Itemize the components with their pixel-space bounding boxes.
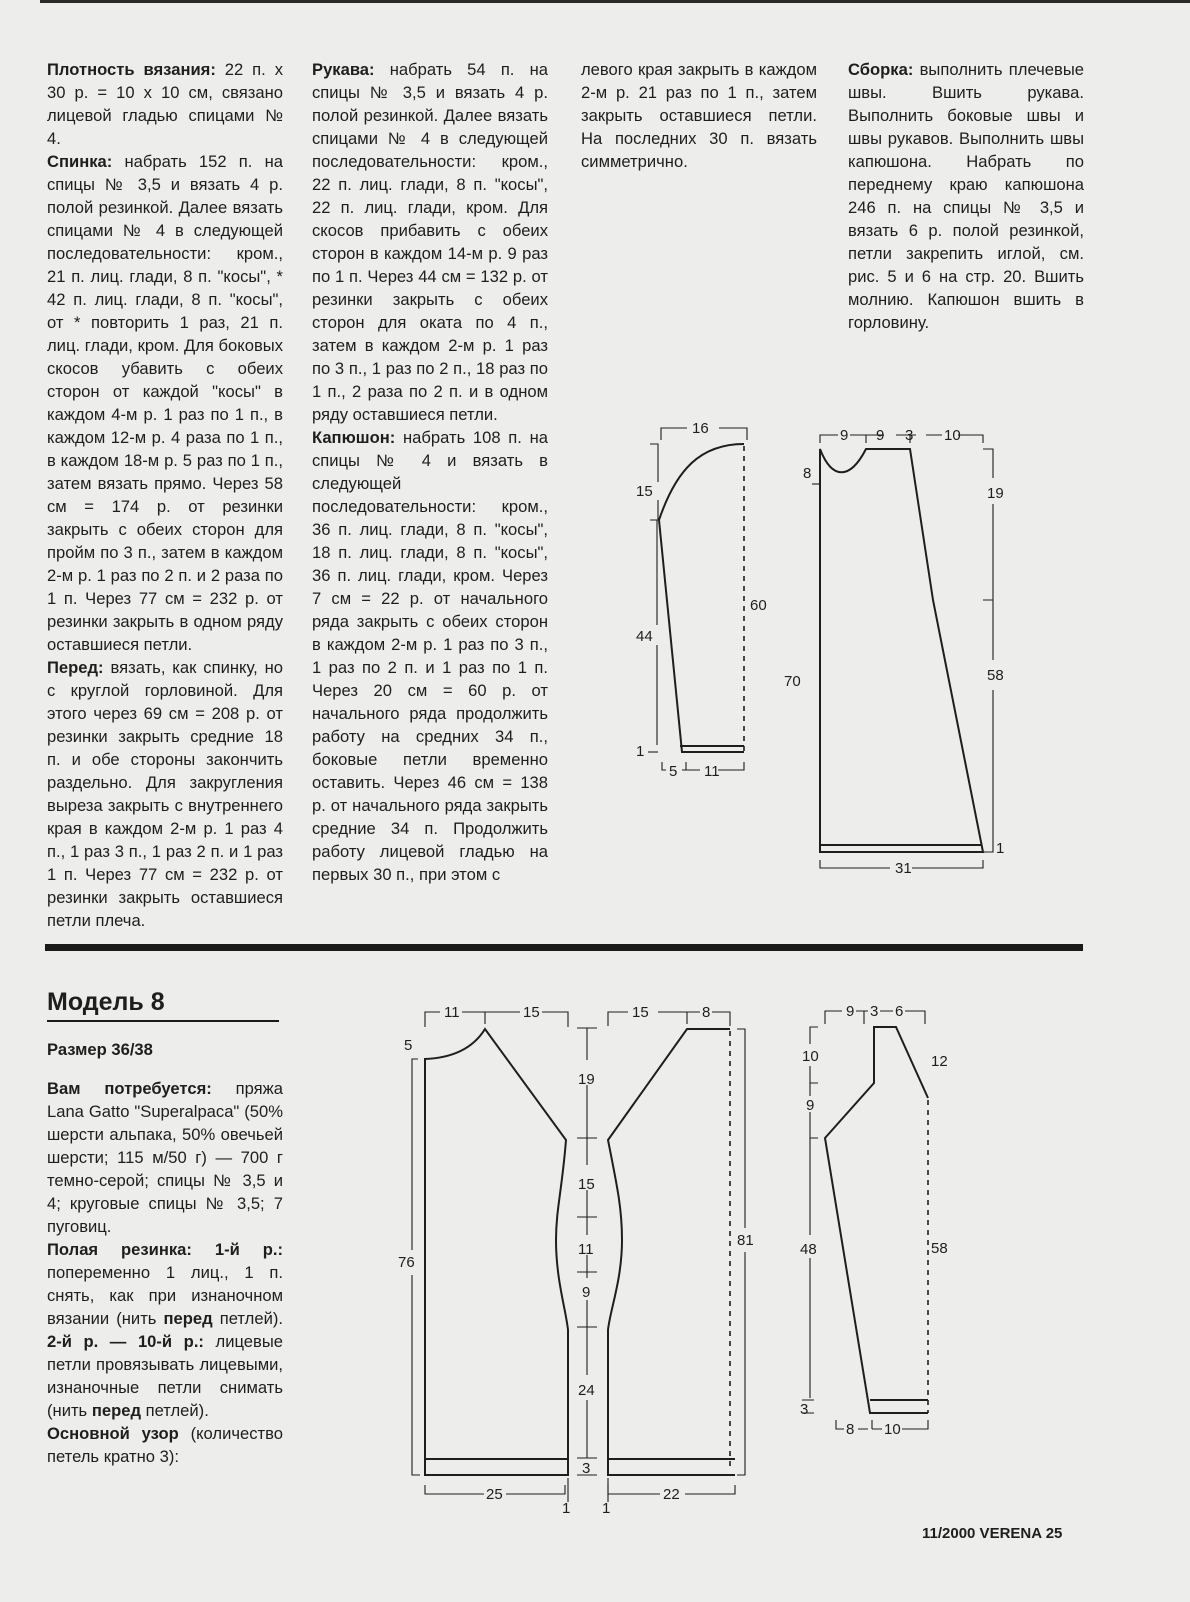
back-outline xyxy=(425,1029,568,1475)
back-bottom-1: 1 xyxy=(562,1500,571,1517)
front-total-height: 81 xyxy=(737,1232,754,1249)
body-width-4: 10 xyxy=(944,427,961,444)
raglan-sleeve-width-3: 6 xyxy=(895,1003,904,1020)
front-outline xyxy=(608,1029,735,1475)
body-neck-depth: 8 xyxy=(803,465,812,482)
raglan-sleeve-width-2: 3 xyxy=(870,1003,879,1020)
paragraph-hood-continued: левого края закрыть в каждом 2-м р. 21 раз по 1 п., затем закрыть оставшиеся петли. На последних 30 п. вязать симметрично. xyxy=(581,60,817,171)
front-bottom-width: 22 xyxy=(663,1486,680,1503)
raglan-sleeve-outline xyxy=(825,1027,928,1413)
front-width-2: 8 xyxy=(702,1004,711,1021)
body-total-height: 70 xyxy=(784,673,801,690)
sleeve-bottom-w2: 11 xyxy=(704,763,720,780)
sleeve-outline xyxy=(659,444,744,752)
front-right-dim xyxy=(737,1029,745,1475)
back-width-1: 11 xyxy=(444,1004,460,1021)
center-height-3: 11 xyxy=(578,1241,594,1258)
back-bottom-width: 25 xyxy=(486,1486,503,1503)
back-width-2: 15 xyxy=(523,1004,540,1021)
body-bottom-width: 31 xyxy=(895,860,912,877)
sleeve-rib-height: 1 xyxy=(636,743,645,760)
body-width-3: 3 xyxy=(905,427,914,444)
center-height-4: 9 xyxy=(582,1284,591,1301)
paragraph-sleeves: Рукава: набрать 54 п. на спицы № 3,5 и вязать 4 р. полой резинкой. Далее вязать спицами № 4 в следующей последовательности: кром., 22 п. лиц. глади, 8 п. "косы", 22 п. лиц. глади, кром. Для скосов прибавить с обеих сторон в каждом 14-м р. 9 раз по 1 п. Через 44 см = 132 р. от резинки закрыть с обеих сторон для оката по 4 п., затем в каждом 2-м р. 1 раз по 3 п., 1 раз по 2 п., 18 раз по 1 п., 2 раза по 2 п. и в одном ряду оставшиеся петли. xyxy=(312,60,548,424)
raglan-sleeve-height-4: 48 xyxy=(800,1241,817,1258)
body-outline xyxy=(820,449,983,852)
raglan-sleeve-bottom-w1: 8 xyxy=(846,1421,855,1438)
raglan-sleeve-height-2: 12 xyxy=(931,1053,948,1070)
page-footer: 11/2000 VERENA 25 xyxy=(922,1525,1063,1542)
sleeve-side-height: 44 xyxy=(636,628,653,645)
sleeve-cap-dim xyxy=(650,444,658,520)
body-width-1: 9 xyxy=(840,427,849,444)
body-side-height: 58 xyxy=(987,667,1004,684)
back-total-height: 76 xyxy=(398,1254,415,1271)
front-bottom-1: 1 xyxy=(602,1500,611,1517)
paragraph-front: Перед: вязать, как спинку, но с круглой горловиной. Для этого через 69 см = 208 р. от резинки закрыть средние 18 п. и обе стороны закончить раздельно. Для закругления выреза закрыть с внутреннего края в каждом 2-м р. 1 раз 4 п., 1 раз 3 п., 1 раз 2 п. и 1 раз 1 п. Через 77 см = 232 р. от резинки закрыть оставшиеся петли плеча. xyxy=(47,658,283,930)
center-height-1: 19 xyxy=(578,1071,595,1088)
text-column-3 xyxy=(581,58,817,376)
raglan-sleeve-bottom-w2: 10 xyxy=(884,1421,901,1438)
paragraph-density: Плотность вязания: 22 п. х 30 р. = 10 х 10 см, связано лицевой гладью спицами № 4. xyxy=(47,60,283,148)
paragraph-materials: Вам потребуется: пряжа Lana Gatto "Superalpaca" (50% шерсти альпака, 50% овечьей шерсти; 115 м/50 г) — 700 г темно-серой; спицы № 3,5 и 4; круговые спицы № 3,5; 7 пуговиц. xyxy=(47,1079,283,1236)
raglan-sleeve-width-1: 9 xyxy=(846,1003,855,1020)
paragraph-assembly: Сборка: выполнить плечевые швы. Вшить рукава. Выполнить боковые швы и швы рукавов. Выполнить швы капюшона. Набрать по переднему краю капюшона 246 п. на спицы № 3,5 и вязать 6 р. полой резинкой, петли закрепить иглой, см. рис. 5 и 6 на стр. 20. Вшить молнию. Капюшон вшить в горловину. xyxy=(848,60,1084,332)
model-title: Модель 8 xyxy=(47,988,165,1016)
body-schematic-top xyxy=(784,427,1004,877)
raglan-sleeve-left-dim-lower xyxy=(802,1138,814,1413)
body-width-2: 9 xyxy=(876,427,885,444)
sleeve-total-height: 60 xyxy=(750,597,767,614)
sleeve-bottom-w1: 5 xyxy=(669,763,678,780)
back-schematic-bottom xyxy=(398,1004,570,1517)
front-width-1: 15 xyxy=(632,1004,649,1021)
front-schematic-bottom xyxy=(602,1004,754,1517)
body-armhole-height: 19 xyxy=(987,485,1004,502)
model-size: Размер 36/38 xyxy=(47,1040,153,1059)
paragraph-pattern: Основной узор (количество петель кратно 3): xyxy=(47,1424,283,1466)
raglan-sleeve-height-3: 9 xyxy=(806,1097,815,1114)
raglan-sleeve-height-1: 10 xyxy=(802,1048,819,1065)
sleeve-schematic-top xyxy=(636,420,767,780)
sleeve-width-top: 16 xyxy=(692,420,709,437)
sleeve-cap-height: 15 xyxy=(636,483,653,500)
front-top-dim xyxy=(608,1012,730,1026)
raglan-sleeve-height-5: 58 xyxy=(931,1240,948,1257)
paragraph-hood: Капюшон: набрать 108 п. на спицы № 4 и вязать в следующей последовательности: кром., 36 п. лиц. глади, 8 п. "косы", 18 п. лиц. глади, 8 п. "косы", 36 п. лиц. глади, кром. Через 7 см = 22 р. от начального ряда закрыть с обеих сторон в каждом 2-м р. 1 раз по 3 п., 1 раз по 2 п. и 1 раз по 1 п. Через 20 см = 60 р. от начального ряда продолжить работу на средних 34 п., боковые петли временно оставить. Через 46 см = 138 р. от начального ряда закрыть средние 34 п. Продолжить работу лицевой гладью на первых 30 п., при этом с xyxy=(312,428,548,884)
raglan-sleeve-left-dim-upper xyxy=(810,1027,818,1138)
body-right-dim xyxy=(983,449,993,852)
raglan-sleeve-height-6: 3 xyxy=(800,1401,809,1418)
back-slope-height: 5 xyxy=(404,1037,413,1054)
center-height-5: 24 xyxy=(578,1382,595,1399)
body-rib-height: 1 xyxy=(996,840,1005,857)
paragraph-back: Спинка: набрать 152 п. на спицы № 3,5 и вязать 4 р. полой резинкой. Далее вязать спицами № 4 в следующей последовательности: кром., 21 п. лиц. глади, 8 п. "косы", * 42 п. лиц. глади, 8 п. "косы", от * повторить 1 раз, 21 п. лиц. глади, кром. Для боковых скосов убавить с обеих сторон от каждой "косы" в каждом 4-м р. 1 раз по 1 п., в каждом 12-м р. 4 раза по 1 п., в каждом 18-м р. 5 раз по 1 п., затем вязать прямо. Через 58 см = 174 р. от резинки закрыть с обеих сторон для пройм по 3 п., затем в каждом 2-м р. 1 раз по 2 п. и 2 раза по 1 п. Через 77 см = 232 р. от резинки закрыть в одном ряду оставшиеся петли. xyxy=(47,152,283,654)
paragraph-rib: Полая резинка: 1-й р.: попеременно 1 лиц., 1 п. снять, как при изнаночном вязании (нить перед петлей). 2-й р. — 10-й р.: лицевые петли провязывать лицевыми, изнаночные петли снимать (нить перед петлей). xyxy=(47,1240,283,1420)
sleeve-schematic-bottom xyxy=(800,1003,948,1438)
center-height-6: 3 xyxy=(582,1460,591,1477)
center-dimensions xyxy=(577,1028,597,1477)
center-height-2: 15 xyxy=(578,1176,595,1193)
